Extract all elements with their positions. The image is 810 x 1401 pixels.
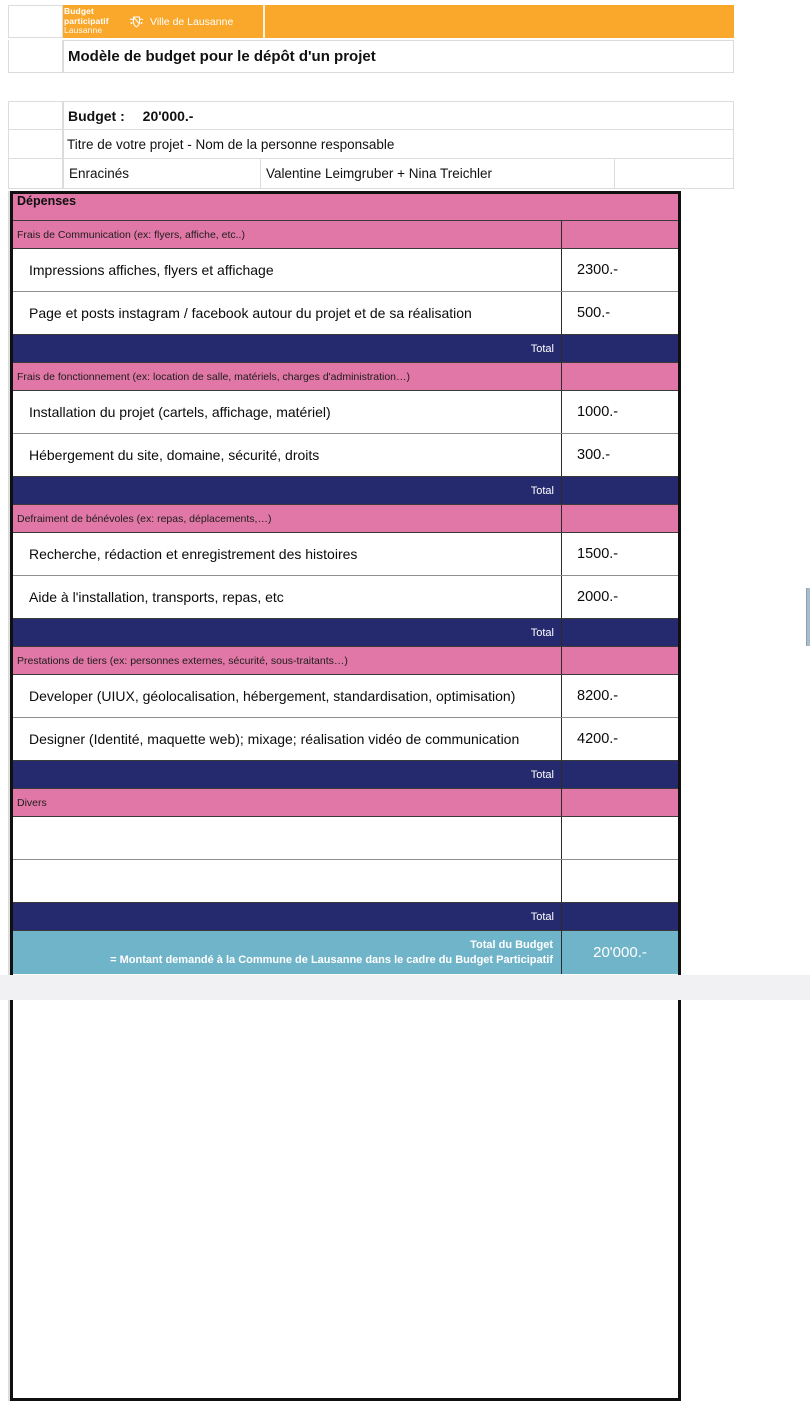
section-total-label: Total: [13, 477, 562, 504]
lausanne-crest-icon: [128, 15, 145, 29]
budget-cell: [63, 101, 734, 130]
grand-total-row: [13, 930, 678, 974]
budget-participatif-logo: [64, 7, 126, 36]
grand-total-line2: = Montant demandé à la Commune de Lausanne dans le cadre du Budget Participatif: [110, 953, 553, 966]
spacer: [0, 73, 810, 101]
expense-row: [13, 674, 678, 717]
expense-desc: [13, 860, 562, 902]
vertical-scrollbar-thumb[interactable]: [806, 588, 810, 646]
section-header-amount-cell: [562, 505, 678, 532]
project-name-cell: [63, 159, 261, 189]
grand-total-line1: Total du Budget: [470, 938, 553, 951]
section-header-amount-cell: [562, 789, 678, 816]
expense-row: [13, 816, 678, 859]
expense-desc: Designer (Identité, maquette web); mixage; réalisation vidéo de communication: [13, 718, 562, 760]
project-row: [0, 159, 810, 189]
title-row: [0, 40, 810, 73]
gutter-column: [0, 191, 10, 1401]
budget-value: 20'000.-: [142, 107, 194, 124]
expense-amount: 1000.-: [577, 404, 619, 420]
expense-desc: Hébergement du site, domaine, sécurité, droits: [13, 434, 562, 476]
page-title: Modèle de budget pour le dépôt d'un projet: [68, 48, 376, 65]
section-total-amount: [562, 335, 678, 362]
logo-line2: participatif: [64, 15, 109, 26]
expense-row: [13, 390, 678, 433]
section-total-amount: [562, 903, 678, 930]
section-total-label: Total: [13, 335, 562, 362]
expense-desc: Aide à l'installation, transports, repas, etc: [13, 576, 562, 618]
budget-line: [64, 108, 193, 124]
responsible-name: Valentine Leimgruber + Nina Treichler: [266, 166, 492, 181]
ville-de-lausanne-label: Ville de Lausanne: [150, 15, 234, 28]
expense-row: [13, 717, 678, 760]
expense-row: [13, 248, 678, 291]
section-total-amount: [562, 761, 678, 788]
expenses-table: [10, 191, 681, 1401]
section-total-label: Total: [13, 761, 562, 788]
gutter-cell: [8, 5, 63, 38]
gutter-cell: [8, 159, 63, 189]
section-total-row: [13, 902, 678, 930]
expenses-block-region: [0, 191, 810, 1401]
section-header-row: [13, 504, 678, 532]
expense-row: [13, 575, 678, 618]
section-total-row: [13, 618, 678, 646]
section-header-amount-cell: [562, 647, 678, 674]
section-total-label: Total: [13, 619, 562, 646]
logo-line3: Lausanne: [64, 25, 103, 36]
depenses-header-row: [13, 194, 678, 220]
empty-cell: [615, 159, 734, 189]
responsible-cell: [261, 159, 615, 189]
expense-amount: 300.-: [577, 447, 611, 463]
logo-line1: Budget: [64, 6, 94, 17]
title-cell: [63, 40, 734, 73]
expense-row: [13, 532, 678, 575]
expense-amount: 4200.-: [577, 731, 619, 747]
budget-label: Budget :: [68, 107, 125, 124]
gutter-cell: [8, 101, 63, 130]
expense-amount: 500.-: [577, 305, 611, 321]
expense-amount: 2300.-: [577, 262, 619, 278]
gutter-cell: [8, 40, 63, 73]
header-column-divider: [263, 5, 265, 38]
section-header-label: Divers: [13, 789, 562, 816]
grand-total-amount: 20'000.-: [593, 944, 647, 961]
expense-amount: [562, 817, 678, 859]
budget-row: [0, 101, 810, 130]
expense-row: [13, 859, 678, 902]
expense-amount: 1500.-: [577, 546, 619, 562]
section-header-row: [13, 362, 678, 390]
expense-amount: [562, 860, 678, 902]
expense-desc: Impressions affiches, flyers et affichage: [13, 249, 562, 291]
section-header-row: [13, 220, 678, 248]
expense-row: [13, 291, 678, 334]
expense-amount: 8200.-: [577, 688, 619, 704]
section-total-amount: [562, 477, 678, 504]
section-header-row: [13, 788, 678, 816]
section-total-label: Total: [13, 903, 562, 930]
orange-header-band: [63, 5, 734, 38]
expense-desc: [13, 817, 562, 859]
project-subtitle: Titre de votre projet - Nom de la personne responsable: [67, 136, 395, 152]
expense-amount: 2000.-: [577, 589, 619, 605]
section-header-label: Frais de fonctionnement (ex: location de salle, matériels, charges d'administration…): [13, 363, 562, 390]
section-total-row: [13, 476, 678, 504]
section-header-label: Defraiment de bénévoles (ex: repas, déplacements,…): [13, 505, 562, 532]
section-header-label: Frais de Communication (ex: flyers, affiche, etc..): [13, 221, 562, 248]
spreadsheet-area: [0, 5, 810, 1401]
expense-desc: Developer (UIUX, géolocalisation, hébergement, standardisation, optimisation): [13, 675, 562, 717]
header-row: [0, 5, 810, 38]
section-total-row: [13, 334, 678, 362]
section-total-row: [13, 760, 678, 788]
subtitle-cell: [63, 130, 734, 159]
expense-desc: Page et posts instagram / facebook autour du projet et de sa réalisation: [13, 292, 562, 334]
section-total-amount: [562, 619, 678, 646]
grand-total-labels: [13, 931, 562, 974]
section-header-label: Prestations de tiers (ex: personnes externes, sécurité, sous-traitants…): [13, 647, 562, 674]
expense-desc: Installation du projet (cartels, affichage, matériel): [13, 391, 562, 433]
section-header-amount-cell: [562, 221, 678, 248]
expense-row: [13, 433, 678, 476]
depenses-label: Dépenses: [17, 194, 77, 208]
section-header-row: [13, 646, 678, 674]
section-header-amount-cell: [562, 363, 678, 390]
project-name: Enracinés: [69, 166, 130, 181]
subtitle-row: [0, 130, 810, 159]
expense-desc: Recherche, rédaction et enregistrement des histoires: [13, 533, 562, 575]
canvas-bottom-margin: [0, 975, 810, 1000]
gutter-cell: [8, 130, 63, 159]
